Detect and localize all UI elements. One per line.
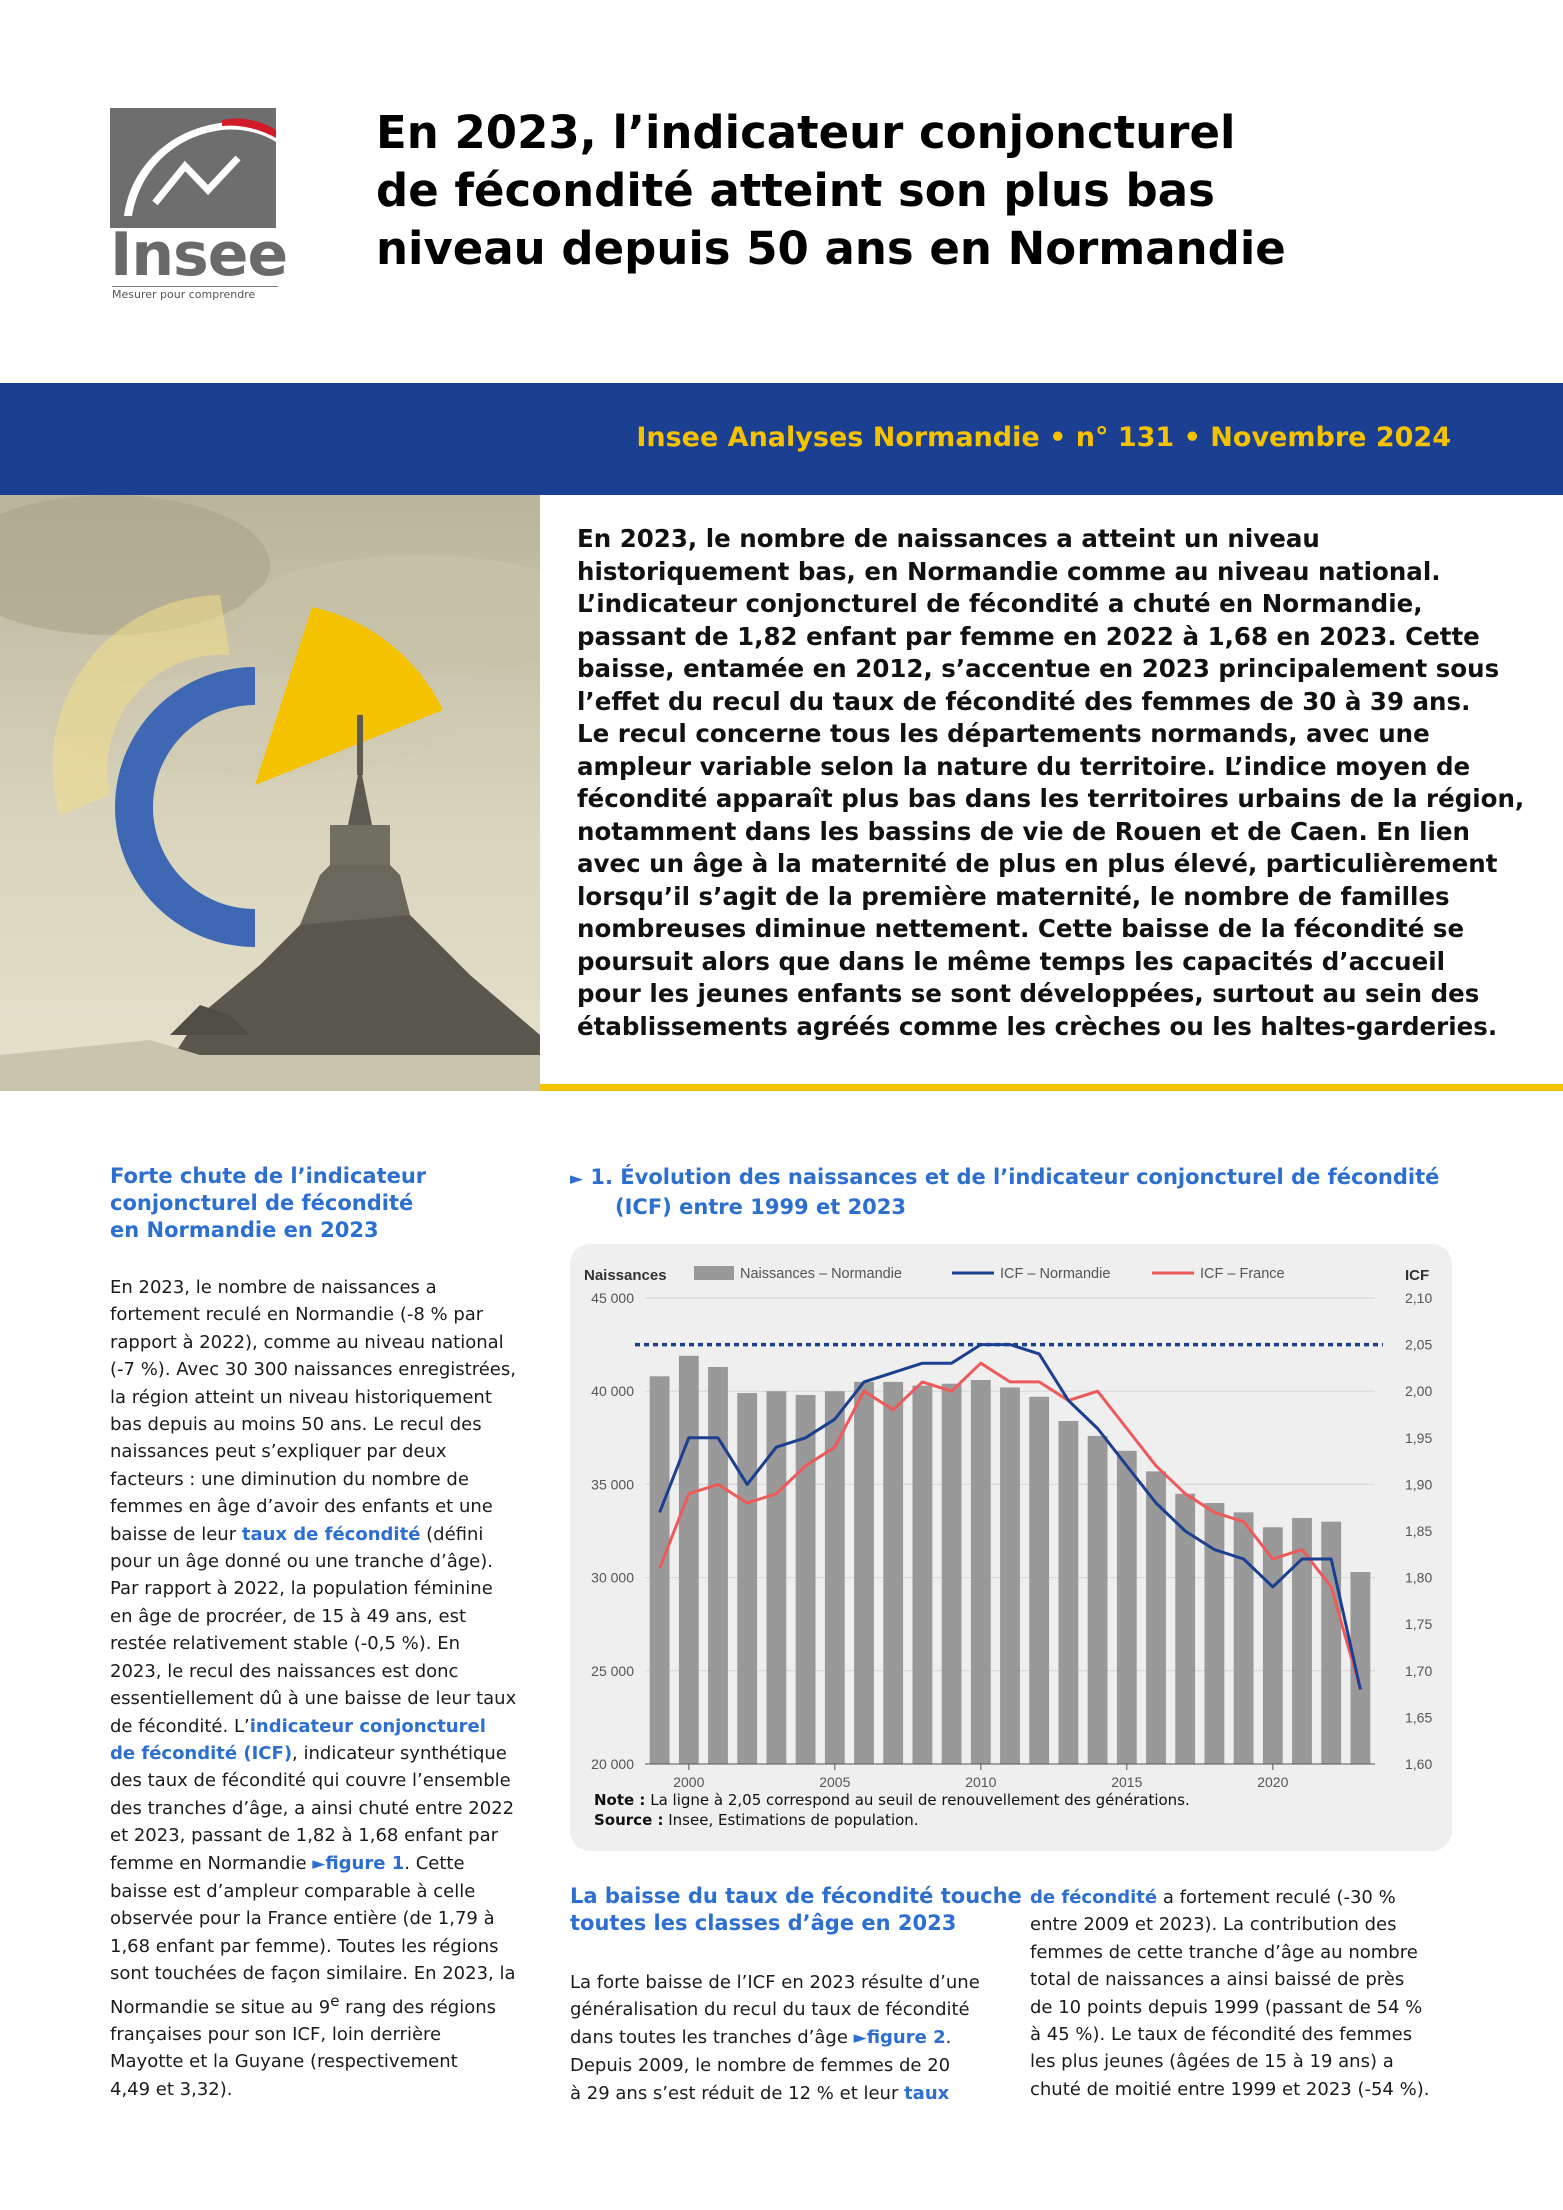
chart-svg — [570, 1244, 1452, 1851]
body-line — [110, 1740, 550, 1767]
glossary-link-icf-cont[interactable]: de fécondité (ICF) — [110, 1742, 293, 1764]
heading-line: La baisse du taux de fécondité touche — [570, 1884, 1022, 1908]
title-line: niveau depuis 50 ans en Normandie — [376, 222, 1286, 275]
bar-naissances — [1117, 1451, 1137, 1764]
y-tick-label: 40 000 — [591, 1383, 634, 1400]
figure-title-line — [570, 1163, 1470, 1193]
legend-label: ICF – France — [1200, 1266, 1285, 1282]
summary-line: l’effet du recul du taux de fécondité des femmes de 30 à 39 ans. — [577, 686, 1471, 716]
heading-line: Forte chute de l’indicateur — [110, 1164, 427, 1188]
publication-info — [636, 421, 1451, 455]
y2-tick-label: 2,10 — [1405, 1290, 1433, 1306]
summary-line: ampleur variable selon la nature du territoire. L’indice moyen de — [577, 751, 1471, 781]
body-text: à 29 ans s’est réduit de 12 % et leur — [570, 2082, 905, 2104]
bar-naissances — [650, 1376, 670, 1764]
bar-naissances — [971, 1380, 991, 1764]
y2-tick-label: 2,05 — [1405, 1336, 1433, 1353]
bar-naissances — [1029, 1397, 1049, 1764]
summary-line: notamment dans les bassins de vie de Rouen et de Caen. En lien — [577, 816, 1470, 846]
body-line: la région atteint un niveau historiquement — [110, 1386, 492, 1408]
title-line: de fécondité atteint son plus bas — [376, 164, 1215, 217]
bar-naissances — [1088, 1436, 1108, 1764]
publication-date: Novembre 2024 — [1210, 422, 1451, 453]
bar-naissances — [796, 1395, 816, 1764]
body-text: dans toutes les tranches d’âge — [570, 2026, 854, 2048]
x-tick-label: 2000 — [673, 1774, 705, 1790]
figure-1-link[interactable]: figure 1 — [325, 1852, 405, 1874]
body-line: fortement reculé en Normandie (-8 % par — [110, 1304, 484, 1326]
body-line: entre 2009 et 2023). La contribution des — [1030, 1914, 1397, 1936]
body-line: (-7 %). Avec 30 300 naissances enregistrées, — [110, 1359, 516, 1381]
body-line: rapport à 2022), comme au niveau national — [110, 1331, 504, 1353]
section-body-age-classes — [570, 1969, 1000, 2107]
heading-line: en Normandie en 2023 — [110, 1218, 379, 1242]
body-line: sont touchées de façon similaire. En 2023, la — [110, 1963, 516, 1985]
body-line: femmes en âge d’avoir des enfants et une — [110, 1496, 493, 1518]
y-tick-label: 20 000 — [591, 1756, 634, 1772]
summary-line: Le recul concerne tous les départements normands, avec une — [577, 719, 1430, 748]
arrow-right-icon: ► — [570, 1169, 584, 1189]
figure-title-line: (ICF) entre 1999 et 2023 — [615, 1195, 907, 1219]
y-axis-title: Naissances — [584, 1267, 667, 1284]
body-line: des taux de fécondité qui couvre l’ensemble — [110, 1770, 511, 1792]
body-line: 2023, le recul des naissances est donc — [110, 1660, 459, 1682]
chart-legend — [694, 1266, 1285, 1282]
body-line — [570, 2080, 1000, 2107]
bar-naissances — [708, 1367, 728, 1764]
figure-1-chart — [570, 1244, 1452, 1851]
title-line: En 2023, l’indicateur conjoncturel — [376, 106, 1236, 159]
y-tick-label: 35 000 — [591, 1476, 634, 1493]
legend-swatch-bar — [694, 1266, 734, 1280]
body-text: femme en Normandie — [110, 1852, 313, 1874]
body-line: essentiellement dû à une baisse de leur taux — [110, 1688, 517, 1710]
source-line — [594, 1810, 1190, 1830]
body-text: , indicateur synthétique — [292, 1742, 507, 1764]
summary-line: fécondité apparaît plus bas dans les territoires urbains de la région, — [577, 784, 1525, 813]
body-line: Par rapport à 2022, la population féminine — [110, 1578, 493, 1600]
body-line: La forte baisse de l’ICF en 2023 résulte d’une — [570, 1972, 980, 1993]
body-line: françaises pour son ICF, loin derrière — [110, 2023, 442, 2045]
chart-note — [594, 1790, 1190, 1830]
summary-line: poursuit alors que dans le même temps les capacités d’accueil — [577, 946, 1446, 976]
summary-line: L’indicateur conjoncturel de fécondité a chuté en Normandie, — [577, 589, 1423, 618]
body-text: rang des régions — [339, 1996, 497, 2018]
body-line — [1030, 1884, 1460, 1911]
section-heading-icf — [110, 1163, 470, 1244]
separator: • — [1049, 422, 1067, 453]
bar-naissances — [942, 1384, 962, 1764]
yellow-divider — [540, 1084, 1563, 1091]
logo-word: Insee — [110, 220, 288, 290]
y-tick-label: 30 000 — [591, 1569, 634, 1586]
y2-tick-label: 1,60 — [1405, 1756, 1433, 1772]
logo-tagline: Mesurer pour comprendre — [112, 286, 278, 302]
glossary-link-taux[interactable]: taux — [904, 2082, 950, 2104]
y2-tick-label: 1,65 — [1405, 1709, 1433, 1726]
summary-line: baisse, entamée en 2012, s’accentue en 2023 principalement sous — [577, 654, 1500, 683]
summary-line: nombreuses diminue nettement. Cette baisse de la fécondité se — [577, 914, 1465, 943]
body-line: de 10 points depuis 1999 (passant de 54 % — [1030, 1996, 1423, 2018]
body-line: total de naissances a ainsi baissé de près — [1030, 1969, 1405, 1991]
body-line: des tranches d’âge, a ainsi chuté entre 2022 — [110, 1797, 515, 1819]
body-text: . Cette — [404, 1852, 465, 1874]
x-tick-label: 2010 — [965, 1774, 997, 1790]
body-line: facteurs : une diminution du nombre de — [110, 1468, 469, 1490]
y2-tick-label: 1,80 — [1405, 1569, 1433, 1586]
figure-title-text: Évolution des naissances et de l’indicateur conjoncturel de fécondité — [620, 1165, 1440, 1189]
cover-illustration — [0, 495, 540, 1091]
body-line: naissances peut s’expliquer par deux — [110, 1441, 447, 1463]
body-line: 1,68 enfant par femme). Toutes les régions — [110, 1935, 499, 1957]
bar-naissances — [1058, 1421, 1078, 1764]
summary-line: historiquement bas, en Normandie comme au niveau national. — [577, 556, 1441, 586]
y-tick-label: 25 000 — [591, 1662, 634, 1679]
source-label: Source : — [594, 1811, 664, 1829]
bar-naissances — [1146, 1471, 1166, 1764]
heading-line: conjoncturel de fécondité — [110, 1191, 414, 1215]
bar-naissances — [1204, 1503, 1224, 1764]
summary-line: En 2023, le nombre de naissances a atteint un niveau — [577, 524, 1320, 553]
body-line — [570, 2024, 1000, 2052]
bar-naissances — [854, 1382, 874, 1764]
arrow-right-icon: ► — [853, 2027, 867, 2048]
body-line: Depuis 2009, le nombre de femmes de 20 — [570, 2055, 951, 2077]
section-body-icf — [110, 1274, 550, 2103]
glossary-link-icf[interactable]: indicateur conjoncturel — [249, 1715, 486, 1737]
bar-naissances — [1234, 1512, 1254, 1764]
legend-label: ICF – Normandie — [1000, 1266, 1111, 1282]
glossary-link-de-fecondite[interactable]: de fécondité — [1030, 1887, 1158, 1908]
summary-line: avec un âge à la maternité de plus en plus élevé, particulièrement — [577, 849, 1498, 878]
body-line: à 45 %). Le taux de fécondité des femmes — [1030, 2024, 1413, 2046]
figure-number: 1. — [590, 1165, 613, 1189]
bar-naissances — [1000, 1387, 1020, 1764]
y2-tick-label: 1,90 — [1405, 1476, 1433, 1493]
summary-line: établissements agréés comme les crèches ou les haltes-garderies. — [577, 1011, 1498, 1041]
summary-chapeau — [577, 523, 1525, 1043]
body-line: En 2023, le nombre de naissances a — [110, 1277, 437, 1298]
separator: • — [1183, 422, 1201, 453]
body-text: (défini — [420, 1523, 484, 1545]
x-tick-label: 2015 — [1111, 1774, 1143, 1790]
body-line: femmes de cette tranche d’âge au nombre — [1030, 1941, 1418, 1963]
body-text: Normandie se situe au 9 — [110, 1996, 331, 2018]
arrow-right-icon: ► — [312, 1853, 326, 1874]
glossary-link-taux-fecondite[interactable]: taux de fécondité — [241, 1523, 421, 1545]
mont-saint-michel-image — [0, 495, 540, 1091]
bar-naissances — [912, 1386, 932, 1764]
x-tick-label: 2005 — [819, 1774, 851, 1790]
section-body-age-classes-cont — [1030, 1884, 1460, 2103]
summary-line: pour les jeunes enfants se sont développées, surtout au sein des — [577, 979, 1480, 1008]
y2-tick-label: 1,95 — [1405, 1429, 1433, 1446]
bar-naissances — [1292, 1518, 1312, 1764]
publication-name: Insee Analyses Normandie — [636, 422, 1040, 453]
body-line: pour un âge donné ou une tranche d’âge). — [110, 1551, 493, 1573]
body-line: chuté de moitié entre 1999 et 2023 (-54 %). — [1030, 2078, 1430, 2100]
insee-logo — [110, 108, 288, 301]
body-line: 4,49 et 3,32). — [110, 2078, 233, 2100]
publication-band — [0, 383, 1563, 495]
body-line: les plus jeunes (âgées de 15 à 19 ans) a — [1030, 2051, 1394, 2073]
y2-tick-label: 1,75 — [1405, 1616, 1433, 1633]
body-line — [110, 1988, 550, 2021]
y-tick-label: 45 000 — [591, 1290, 634, 1306]
heading-line: toutes les classes d’âge en 2023 — [570, 1911, 957, 1935]
source-text: Insee, Estimations de population. — [663, 1811, 919, 1829]
y2-tick-label: 1,85 — [1405, 1523, 1433, 1539]
y2-tick-label: 2,00 — [1405, 1383, 1433, 1400]
body-line: observée pour la France entière (de 1,79 à — [110, 1908, 495, 1930]
body-line — [110, 1850, 550, 1878]
body-line — [110, 1521, 550, 1548]
body-line: baisse est d’ampleur comparable à celle — [110, 1880, 476, 1902]
note-line — [594, 1790, 1190, 1810]
note-label: Note : — [594, 1791, 646, 1809]
x-tick-label: 2020 — [1257, 1774, 1289, 1790]
body-line — [110, 1713, 550, 1740]
bar-naissances — [1263, 1527, 1283, 1764]
summary-line: passant de 1,82 enfant par femme en 2022 à 1,68 en 2023. Cette — [577, 621, 1480, 651]
section-heading-age-classes — [570, 1883, 1022, 1937]
body-line: généralisation du recul du taux de fécondité — [570, 1999, 970, 2021]
bar-naissances — [883, 1382, 903, 1764]
body-text: de fécondité. L’ — [110, 1715, 250, 1737]
body-line: en âge de procréer, de 15 à 49 ans, est — [110, 1605, 467, 1627]
summary-line: lorsqu’il s’agit de la première maternité, le nombre de familles — [577, 881, 1450, 911]
y2-tick-label: 1,70 — [1405, 1662, 1433, 1679]
body-line: bas depuis au moins 50 ans. Le recul des — [110, 1414, 482, 1436]
note-text: La ligne à 2,05 correspond au seuil de renouvellement des générations. — [645, 1791, 1190, 1809]
figure-1-title — [570, 1163, 1470, 1221]
bar-naissances — [737, 1393, 757, 1764]
publication-number: n° 131 — [1075, 422, 1175, 453]
body-text: baisse de leur — [110, 1523, 242, 1545]
body-line: Mayotte et la Guyane (respectivement — [110, 2051, 458, 2073]
y2-axis-title: ICF — [1405, 1267, 1430, 1284]
body-line: restée relativement stable (-0,5 %). En — [110, 1633, 460, 1655]
figure-2-link[interactable]: figure 2 — [866, 2026, 946, 2048]
bar-naissances — [679, 1356, 699, 1764]
ordinal-sup: e — [330, 1991, 340, 2010]
body-line: et 2023, passant de 1,82 à 1,68 enfant par — [110, 1825, 499, 1847]
body-text: a fortement reculé (-30 % — [1157, 1887, 1396, 1908]
body-text: . — [945, 2026, 952, 2048]
legend-label: Naissances – Normandie — [740, 1266, 902, 1282]
page-title — [376, 104, 1376, 278]
insee-logo-mark — [110, 108, 276, 228]
chart-bars — [650, 1356, 1371, 1764]
